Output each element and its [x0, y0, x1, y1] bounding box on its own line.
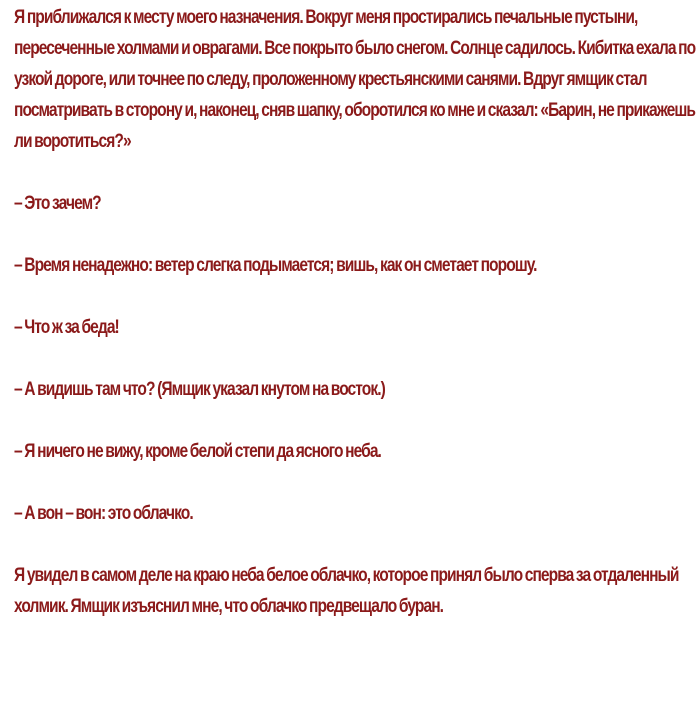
story-text: [14, 2, 696, 622]
dialogue-line: – А вон – вон: это облачко.: [14, 503, 193, 524]
dialogue-line: – А видишь там что? (Ямщик указал кнутом на восток.): [14, 379, 385, 400]
paragraph-intro: Я приближался к месту моего назначения. Вокруг меня простирались печальные пустыни, пересеченные холмами и оврагами. Все покрыто было снегом. Солнце садилось. Кибитка ехала по узкой дороге, или точнее по следу, проложенному крестьянскими санями. Вдруг ямщик стал посматривать в сторону и, наконец, сняв шапку, оборотился ко мне и сказал: «Барин, не прикажешь ли воротиться?»: [14, 7, 696, 152]
paragraph-closing: Я увидел в самом деле на краю неба белое облачко, которое принял было сперва за отдаленный холмик. Ямщик изъяснил мне, что облачко предвещало буран.: [14, 565, 679, 617]
dialogue-line: – Я ничего не вижу, кроме белой степи да ясного неба.: [14, 441, 381, 462]
dialogue-line: – Что ж за беда!: [14, 317, 119, 338]
dialogue-line: – Время ненадежно: ветер слегка подымается; вишь, как он сметает порошу.: [14, 255, 537, 276]
dialogue-line: – Это зачем?: [14, 193, 101, 214]
